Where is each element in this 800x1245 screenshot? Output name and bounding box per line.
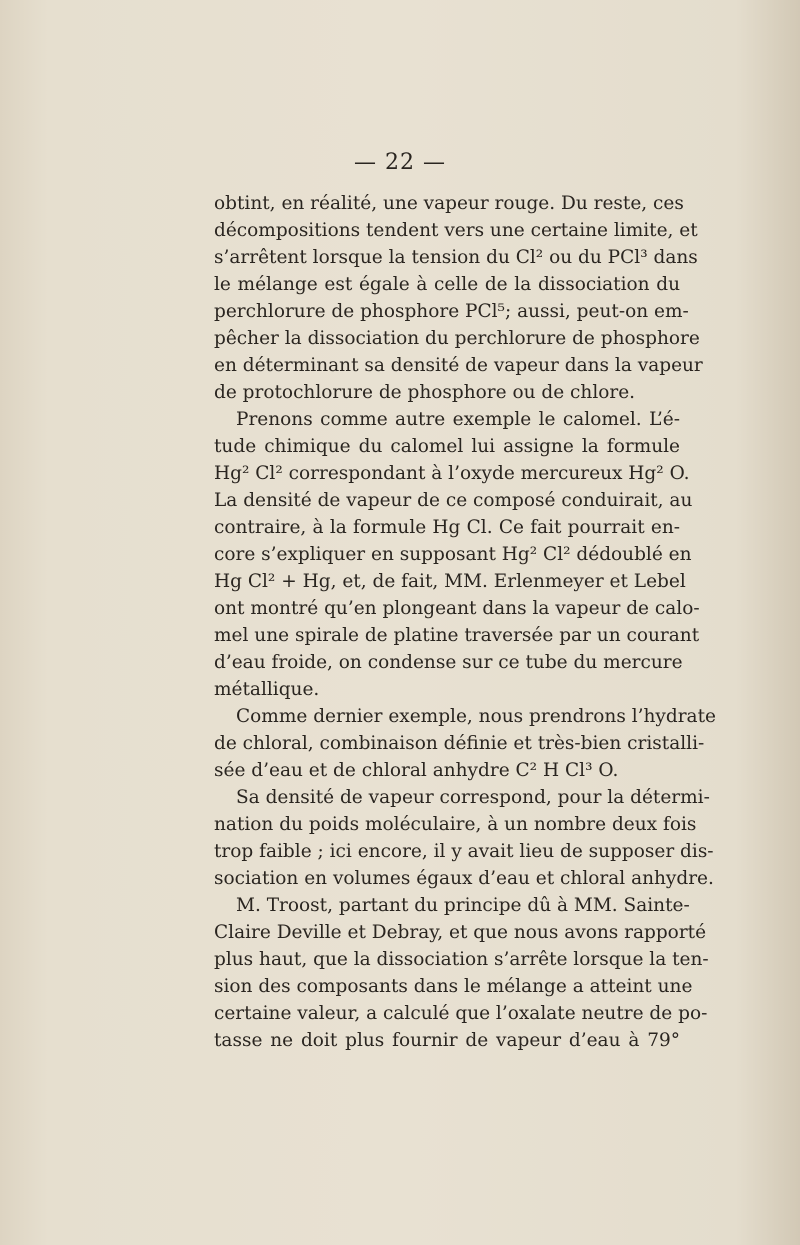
text-line: core s’expliquer en supposant Hg² Cl² dédoublé en <box>214 544 692 565</box>
page-number: — 22 — <box>354 150 446 175</box>
text-line: Prenons comme autre exemple le calomel. L’é- <box>236 409 680 430</box>
text-line: décompositions tendent vers une certaine limite, et <box>214 220 698 241</box>
text-line: Hg Cl² + Hg, et, de fait, MM. Erlenmeyer et Lebel <box>214 571 686 592</box>
text-line: sée d’eau et de chloral anhydre C² H Cl³ O. <box>214 760 619 781</box>
text-line: de protochlorure de phosphore ou de chlore. <box>214 382 636 403</box>
text-line: le mélange est égale à celle de la dissociation du <box>214 274 680 295</box>
text-line: certaine valeur, a calculé que l’oxalate neutre de po- <box>214 1003 708 1024</box>
text-line: sociation en volumes égaux d’eau et chloral anhydre. <box>214 868 714 889</box>
text-line: mel une spirale de platine traversée par un courant <box>214 625 700 646</box>
text-line: pêcher la dissociation du perchlorure de phosphore <box>214 328 700 349</box>
text-line: Claire Deville et Debray, et que nous avons rapporté <box>214 922 707 943</box>
text-line: sion des composants dans le mélange a atteint une <box>214 976 693 997</box>
text-line: en déterminant sa densité de vapeur dans la vapeur <box>214 355 703 376</box>
text-line: ont montré qu’en plongeant dans la vapeur de calo- <box>214 598 700 619</box>
text-line: plus haut, que la dissociation s’arrête lorsque la ten- <box>214 949 709 970</box>
text-line: perchlorure de phosphore PCl⁵; aussi, peut-on em- <box>214 301 689 322</box>
text-line: trop faible ; ici encore, il y avait lieu de supposer dis- <box>214 841 714 862</box>
text-line: d’eau froide, on condense sur ce tube du mercure <box>214 652 683 673</box>
text-line: Comme dernier exemple, nous prendrons l’hydrate <box>236 706 716 727</box>
text-line: tude chimique du calomel lui assigne la formule <box>214 436 680 457</box>
text-line: de chloral, combinaison définie et très-bien cristalli- <box>214 733 705 754</box>
text-line: Sa densité de vapeur correspond, pour la détermi- <box>236 787 710 808</box>
text-line: nation du poids moléculaire, à un nombre deux fois <box>214 814 697 835</box>
text-line: métallique. <box>214 679 320 700</box>
text-line: tasse ne doit plus fournir de vapeur d’eau à 79° <box>214 1030 680 1051</box>
text-line: M. Troost, partant du principe dû à MM. Sainte- <box>236 895 690 916</box>
text-line: obtint, en réalité, une vapeur rouge. Du reste, ces <box>214 193 684 214</box>
text-line: Hg² Cl² correspondant à l’oxyde mercureux Hg² O. <box>214 463 690 484</box>
text-line: contraire, à la formule Hg Cl. Ce fait pourrait en- <box>214 517 680 538</box>
body-text <box>214 190 716 1054</box>
text-line: La densité de vapeur de ce composé conduirait, au <box>214 490 693 511</box>
text-line: s’arrêtent lorsque la tension du Cl² ou du PCl³ dans <box>214 247 698 268</box>
